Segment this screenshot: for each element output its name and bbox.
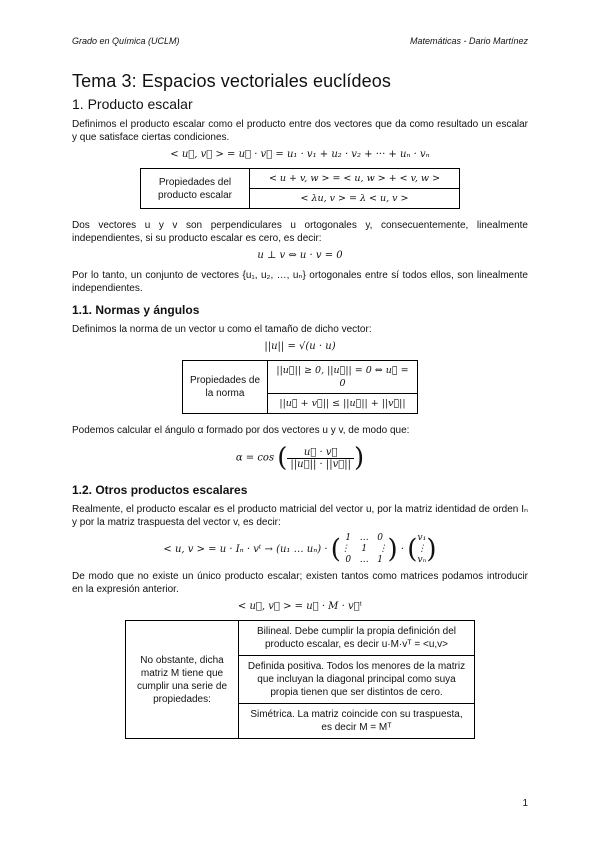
dot-product-properties-table — [140, 168, 460, 209]
norm-properties-table — [182, 360, 418, 414]
property-definida-positiva: Definida positiva. Todos los menores de la matriz que incluyan la diagonal principal como suya propia tienen que ser distintos de cero. — [239, 656, 475, 704]
property-positivity: ||u⃗|| ≥ 0, ||u⃗|| = 0 ⇔ u⃗ = 0 — [268, 361, 418, 394]
norm-paragraph: Definimos la norma de un vector u como el tamaño de dicho vector: — [72, 324, 372, 335]
matrix-right-paren: ) — [387, 534, 398, 565]
angle-fraction — [287, 447, 354, 470]
matrix-product-formula: < u⃗, v⃗ > = u⃗ · M · v⃗ᵗ — [237, 601, 363, 612]
perpendicular-paragraph: Dos vectores u y v son perpendiculares u ortogonales y, consecuentemente, linealmente independientes, si su producto escalar es cero, es decir: — [72, 220, 528, 244]
section-heading-normas: 1.1. Normas y ángulos — [72, 303, 200, 317]
dot-operator: · — [400, 544, 405, 555]
table-label: No obstante, dicha matriz M tiene que cumplir una serie de propiedades: — [126, 621, 239, 739]
page-title: Tema 3: Espacios vectoriales euclídeos — [72, 71, 391, 91]
angle-formula — [72, 443, 528, 473]
left-paren: ( — [277, 443, 288, 473]
matrix-row: 1 … 0 — [345, 533, 384, 543]
multiple-products-paragraph: De modo que no existe un único producto escalar; existen tantos como matrices podamos introducir en la expresión anterior. — [72, 571, 528, 595]
matrix-row: 0 … 1 — [345, 555, 384, 565]
matrix-properties-table — [125, 620, 475, 739]
matrix-paragraph: Realmente, el producto escalar es el producto matricial del vector u, por la matriz identidad de orden Iₙ y por la matriz traspuesta del vector v, es decir: — [72, 504, 528, 528]
matrix-formula — [72, 533, 528, 566]
angle-paragraph: Podemos calcular el ángulo α formado por dos vectores u y v, de modo que: — [72, 425, 410, 436]
table-label: Propiedades del producto escalar — [141, 169, 250, 209]
vector-right-paren: ) — [426, 534, 437, 565]
vector-row: ⋮ — [417, 544, 427, 554]
property-homogeneity: < λu, v > = λ < u, v > — [250, 189, 460, 209]
right-paren: ) — [354, 443, 365, 473]
orthogonal-set-paragraph: Por lo tanto, un conjunto de vectores {u₁, u₂, …, uₙ} ortogonales entre sí todos ellos, son linealmente independientes. — [72, 270, 528, 294]
dot-product-formula: < u⃗, v⃗ > = u⃗ · v⃗ = u₁ · v₁ + u₂ · v₂ + ··· + uₙ · vₙ — [170, 149, 430, 160]
angle-numerator: u⃗ · v⃗ — [287, 447, 354, 459]
header-course: Grado en Química (UCLM) — [72, 36, 180, 46]
vector-left-paren: ( — [407, 534, 418, 565]
section-heading-producto-escalar: 1. Producto escalar — [72, 96, 193, 112]
property-bilineal: Bilineal. Debe cumplir la propia definición del producto escalar, es decir u·M·vᵀ = <u,v> — [239, 621, 475, 656]
page-number: 1 — [522, 798, 528, 809]
table-label: Propiedades de la norma — [183, 361, 268, 414]
matrix-lhs: < u, v > = u · Iₙ · vᵗ → (u₁ … uₙ) · — [163, 544, 328, 555]
matrix-row: ⋮ 1 ⋮ — [340, 544, 388, 554]
intro-paragraph: Definimos el producto escalar como el producto entre dos vectores que da como resultado un escalar y que satisface ciertas condiciones. — [72, 119, 528, 143]
property-simetrica: Simétrica. La matriz coincide con su traspuesta, es decir M = Mᵀ — [239, 704, 475, 739]
angle-denominator: ||u⃗|| · ||v⃗|| — [290, 458, 352, 470]
header-author: Matemáticas - Dario Martínez — [409, 36, 528, 46]
angle-lhs: α = cos — [235, 452, 275, 464]
vector-row: vₙ — [417, 555, 427, 565]
norm-formula: ||u|| = √(u · u) — [264, 341, 336, 352]
matrix-left-paren: ( — [330, 534, 341, 565]
perpendicular-formula: u ⊥ v ⇔ u · v = 0 — [257, 250, 343, 261]
property-triangle-inequality: ||u⃗ + v⃗|| ≤ ||u⃗|| + ||v⃗|| — [268, 394, 418, 414]
document-body — [72, 71, 528, 739]
section-heading-otros-productos: 1.2. Otros productos escalares — [72, 483, 248, 497]
identity-matrix — [341, 533, 388, 566]
vector-row: v₁ — [417, 533, 427, 543]
property-additivity: < u + v, w > = < u, w > + < v, w > — [250, 169, 460, 189]
